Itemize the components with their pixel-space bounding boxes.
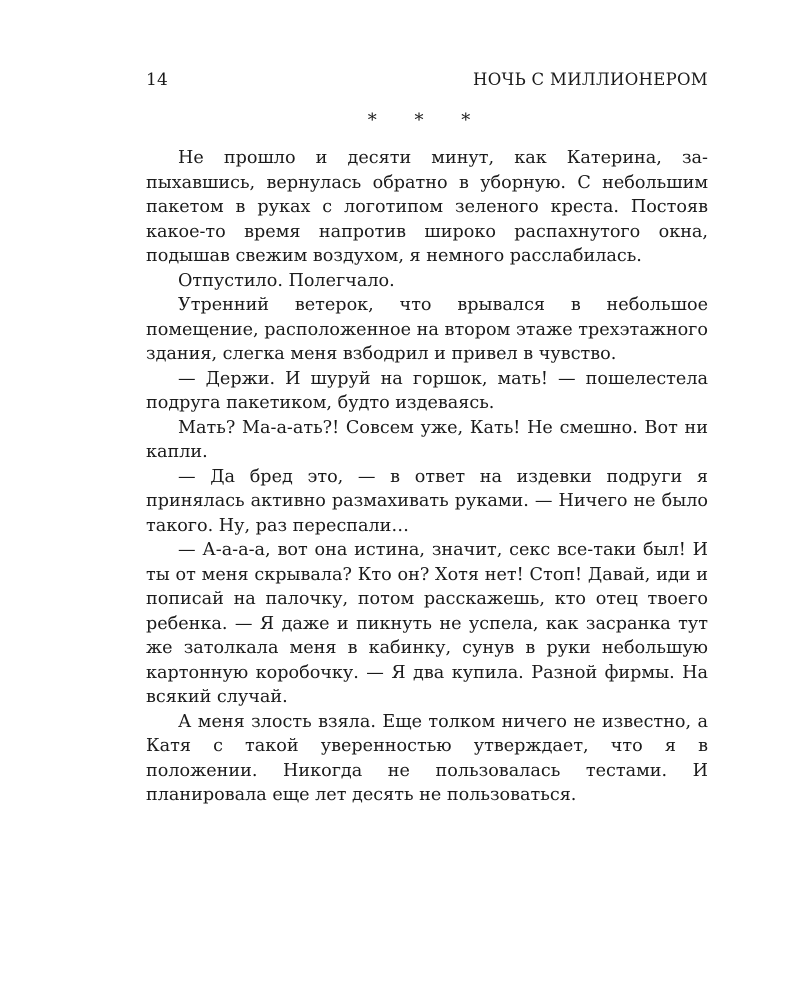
section-separator: * * * bbox=[367, 110, 487, 131]
paragraph: Не прошло и десяти минут, как Катерина, запыхавшись, вернулась обратно в уборную. С небольшим пакетом в руках с логотипом зеленого креста. Постояв какое-то время напротив широко распахнутого окна, подышав свежим воздухом, я немного расслабилась. bbox=[146, 148, 708, 266]
running-head bbox=[146, 70, 708, 96]
paragraph: — Держи. И шуруй на горшок, мать! — пошелестела подруга пакетиком, будто издеваясь. bbox=[146, 368, 708, 413]
paragraph: Отпустило. Полегчало. bbox=[178, 270, 395, 291]
paragraph: Утренний ветерок, что врывался в небольшое помещение, расположенное на втором этаже трехэтажного здания, слегка меня взбодрил и привел в чувство. bbox=[146, 295, 708, 364]
body-text bbox=[146, 146, 708, 808]
book-title: НОЧЬ С МИЛЛИОНЕРОМ bbox=[473, 70, 708, 89]
paragraph: А меня злость взяла. Еще толком ничего не известно, а Катя с такой уверенностью утверждает, что я в положении. Никогда не пользовалась тестами. И планировала еще лет десять не пользоваться. bbox=[146, 711, 708, 805]
page-number: 14 bbox=[146, 70, 169, 90]
paragraph: Мать? Ма-а-ать?! Совсем уже, Кать! Не смешно. Вот ни капли. bbox=[146, 417, 708, 462]
paragraph: — А-а-а-а, вот она истина, значит, секс все-таки был! И ты от меня скрывала? Кто он? Хотя нет! Стоп! Давай, иди и пописай на палочку, потом расскажешь, кто отец твоего ребенка. — Я даже и пикнуть не успела, как засранка тут же затолкала меня в кабинку, сунув в руки небольшую картонную коробочку. — Я два купила. Разной фирмы. На всякий случай. bbox=[146, 540, 708, 707]
paragraph: — Да бред это, — в ответ на издевки подруги я принялась активно размахивать руками. — Ничего не было такого. Ну, раз переспали… bbox=[146, 466, 708, 536]
